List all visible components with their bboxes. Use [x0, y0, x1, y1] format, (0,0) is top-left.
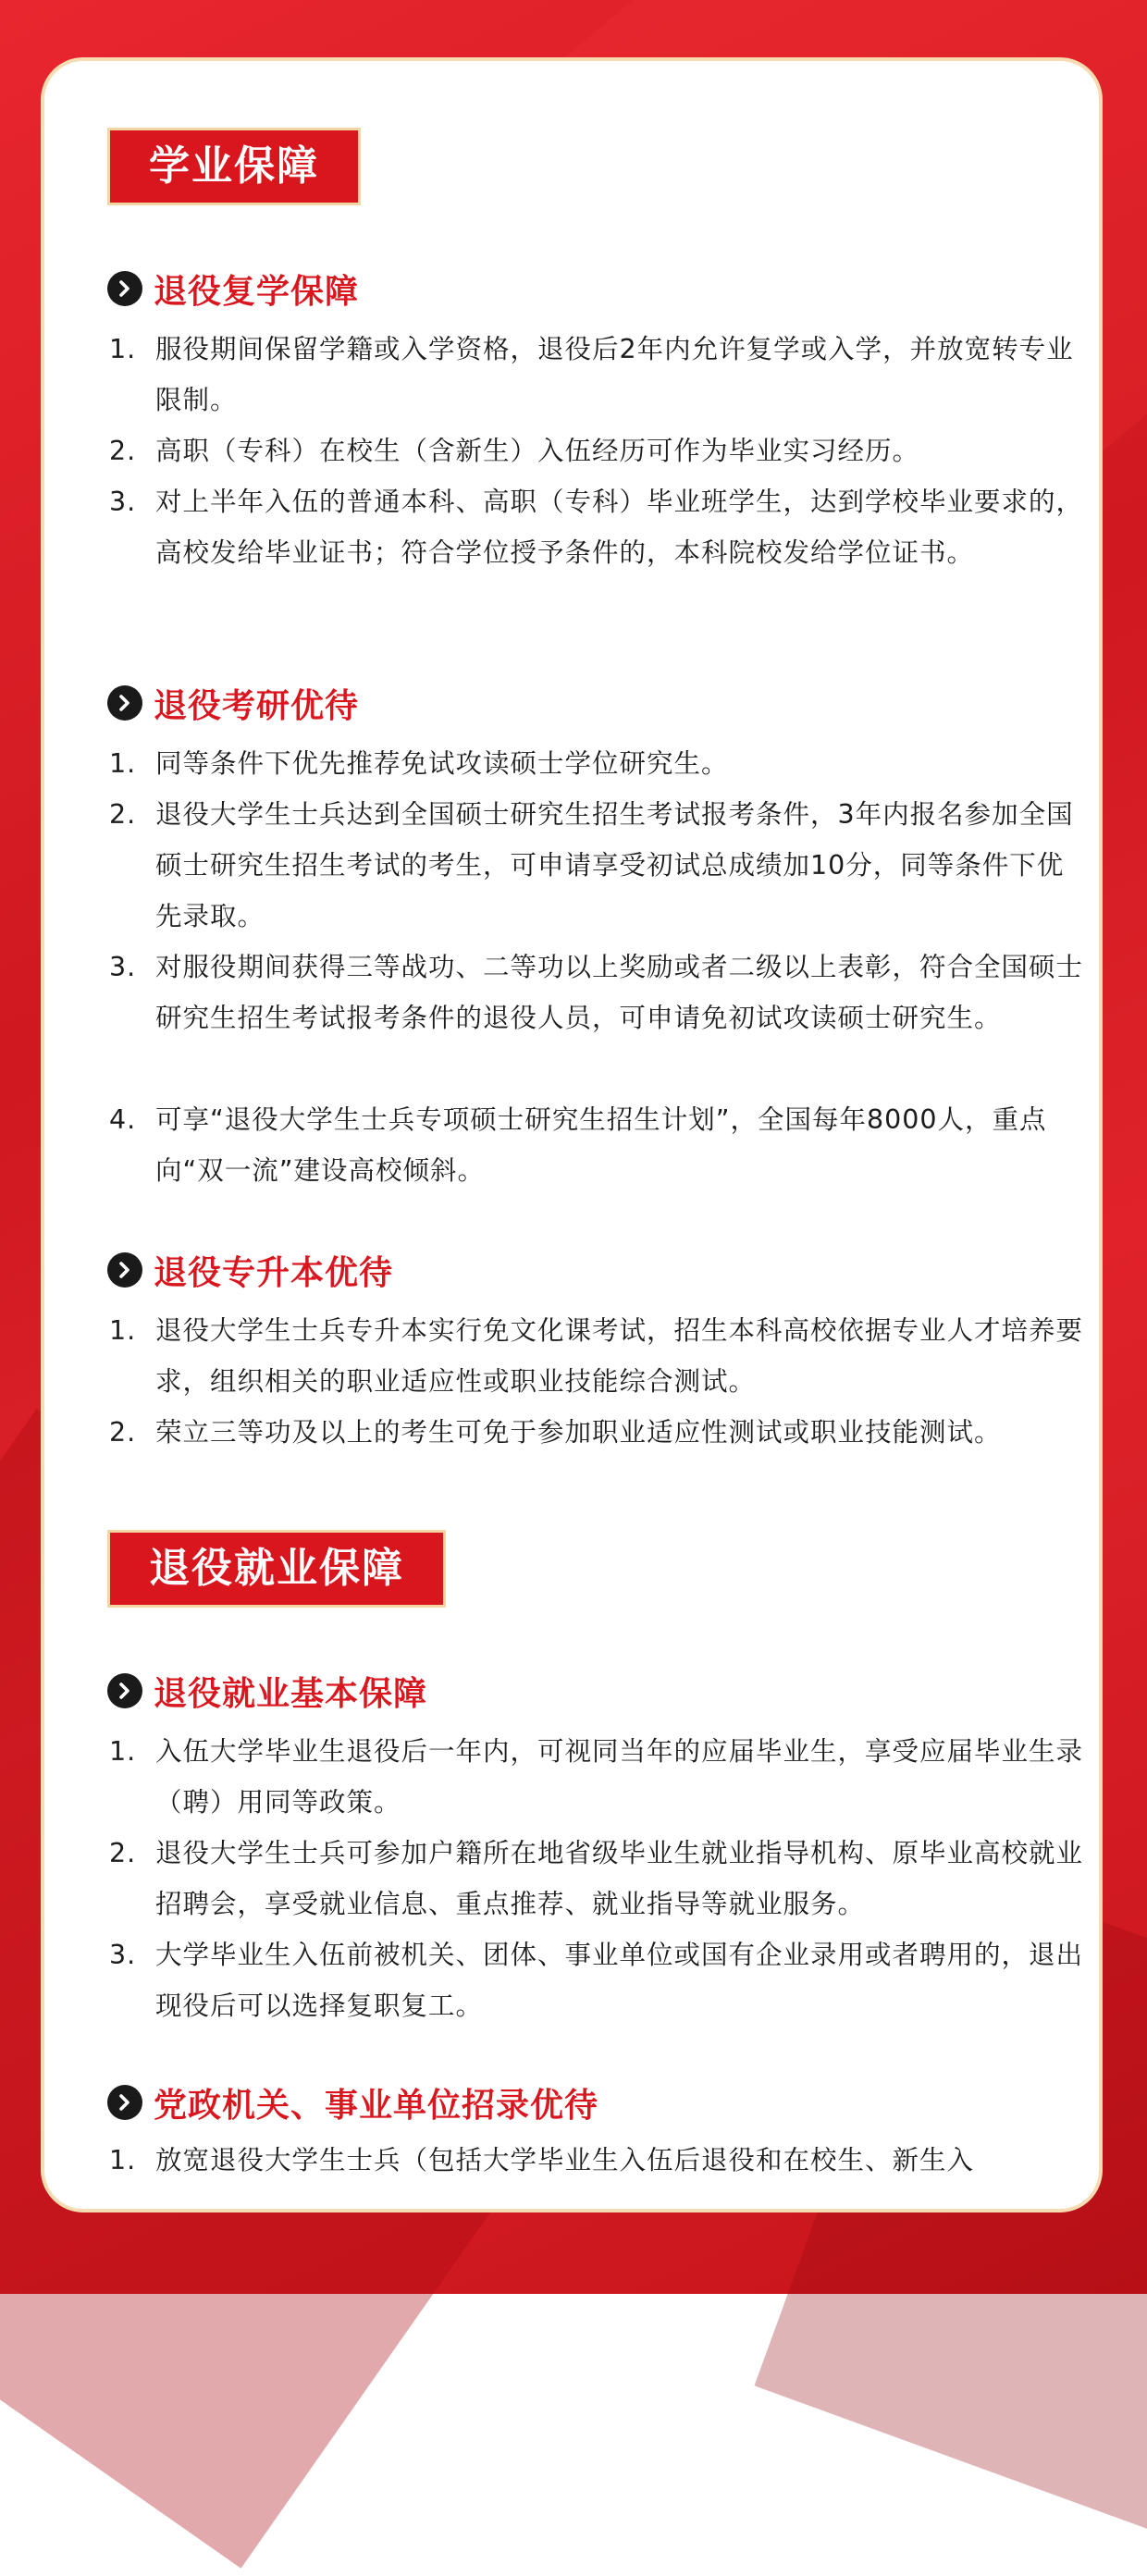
- list-item: [109, 324, 1090, 425]
- list-item: [109, 2135, 1090, 2186]
- list-item: [109, 738, 1090, 789]
- chevron-right-icon: [107, 2085, 142, 2120]
- item-number: 3.: [109, 487, 137, 517]
- item-number: 1.: [109, 1736, 137, 1767]
- subsection-heading: [107, 266, 359, 311]
- list-item: [109, 942, 1090, 1043]
- subsection-heading: [107, 1669, 427, 1713]
- item-number: 3.: [109, 952, 137, 982]
- list-item: [109, 1929, 1090, 2031]
- chevron-right-icon: [107, 685, 142, 721]
- list-item: [109, 476, 1090, 578]
- list-item: [109, 425, 1090, 476]
- chevron-right-icon: [107, 271, 142, 306]
- subsection-title: 退役复学保障: [154, 272, 360, 311]
- item-text: 退役大学生士兵专升本实行免文化课考试，招生本科高校依据专业人才培养要求，组织相关的职业适应性或职业技能综合测试。: [155, 1315, 1084, 1397]
- item-number: 2.: [109, 436, 137, 466]
- item-number: 2.: [109, 799, 137, 830]
- subsection-heading: [107, 681, 359, 725]
- item-text: 放宽退役大学生士兵（包括大学毕业生入伍后退役和在校生、新生入: [155, 2145, 975, 2175]
- item-number: 2.: [109, 1838, 137, 1868]
- list-item: [109, 1407, 1090, 1458]
- item-text: 高职（专科）在校生（含新生）入伍经历可作为毕业实习经历。: [155, 436, 920, 466]
- subsection-title: 退役就业基本保障: [154, 1674, 428, 1713]
- subsection-title: 党政机关、事业单位招录优待: [154, 2086, 599, 2125]
- list-item: [109, 1726, 1090, 1828]
- subsection-title: 退役考研优待: [154, 686, 360, 725]
- subsection-heading: [107, 1248, 393, 1292]
- item-number: 4.: [109, 1104, 137, 1135]
- item-text: 服役期间保留学籍或入学资格，退役后2年内允许复学或入学，并放宽转专业限制。: [155, 334, 1074, 415]
- item-number: 1.: [109, 1315, 137, 1346]
- subsection-heading: [107, 2080, 598, 2125]
- chevron-right-icon: [107, 1252, 142, 1288]
- subsection-title: 退役专升本优待: [154, 1253, 394, 1292]
- item-number: 1.: [109, 748, 137, 779]
- section-banner-employment: 退役就业保障: [107, 1530, 446, 1608]
- list-item: [109, 1305, 1090, 1407]
- item-number: 2.: [109, 1417, 137, 1448]
- item-text: 同等条件下优先推荐免试攻读硕士学位研究生。: [155, 748, 729, 779]
- list-item: [109, 1094, 1090, 1196]
- item-number: 1.: [109, 2145, 137, 2175]
- item-text: 退役大学生士兵可参加户籍所在地省级毕业生就业指导机构、原毕业高校就业招聘会，享受就业信息、重点推荐、就业指导等就业服务。: [155, 1838, 1084, 1919]
- section-banner-academic: 学业保障: [107, 128, 361, 205]
- item-text: 入伍大学毕业生退役后一年内，可视同当年的应届毕业生，享受应届毕业生录（聘）用同等政策。: [155, 1736, 1084, 1818]
- item-number: 1.: [109, 334, 137, 364]
- list-item: [109, 1828, 1090, 1929]
- item-text: 大学毕业生入伍前被机关、团体、事业单位或国有企业录用或者聘用的，退出现役后可以选择复职复工。: [155, 1940, 1084, 2021]
- item-text: 对服役期间获得三等战功、二等功以上奖励或者二级以上表彰，符合全国硕士研究生招生考试报考条件的退役人员，可申请免初试攻读硕士研究生。: [155, 952, 1084, 1033]
- chevron-right-icon: [107, 1673, 142, 1708]
- list-item: [109, 789, 1090, 942]
- content-card: [41, 57, 1103, 2212]
- item-text: 荣立三等功及以上的考生可免于参加职业适应性测试或职业技能测试。: [155, 1417, 1002, 1448]
- item-text: 对上半年入伍的普通本科、高职（专科）毕业班学生，达到学校毕业要求的，高校发给毕业证书；符合学位授予条件的，本科院校发给学位证书。: [155, 487, 1084, 568]
- item-text: 退役大学生士兵达到全国硕士研究生招生考试报考条件，3年内报名参加全国硕士研究生招生考试的考生，可申请享受初试总成绩加10分，同等条件下优先录取。: [155, 799, 1074, 931]
- item-text: 可享“退役大学生士兵专项硕士研究生招生计划”，全国每年8000人，重点向“双一流”建设高校倾斜。: [155, 1104, 1047, 1186]
- item-number: 3.: [109, 1940, 137, 1970]
